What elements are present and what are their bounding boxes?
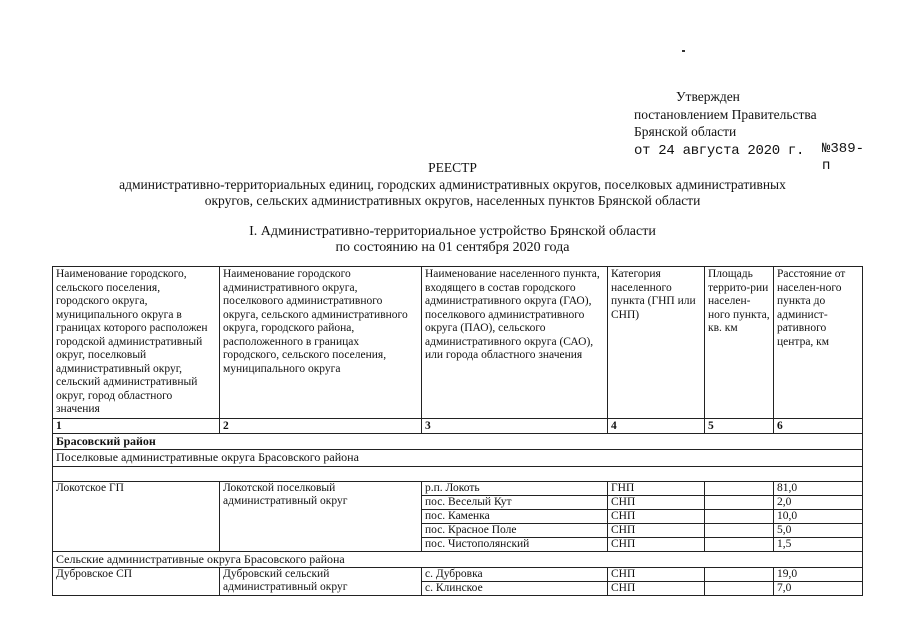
- locality-name: р.п. Локоть: [422, 481, 608, 495]
- approval-line-1: Утвержден: [676, 89, 740, 104]
- locality-category: СНП: [608, 523, 705, 537]
- locality-distance: 19,0: [774, 568, 863, 582]
- locality-area: [705, 582, 774, 596]
- locality-area: [705, 509, 774, 523]
- locality-name: пос. Чистополянский: [422, 537, 608, 551]
- spacer-row: [53, 466, 863, 481]
- locality-area: [705, 568, 774, 582]
- locality-category: СНП: [608, 537, 705, 551]
- scan-speck: [682, 50, 685, 52]
- group-row: [53, 551, 863, 568]
- locality-distance: 7,0: [774, 582, 863, 596]
- locality-area: [705, 481, 774, 495]
- locality-distance: 2,0: [774, 495, 863, 509]
- locality-category: ГНП: [608, 481, 705, 495]
- locality-category: СНП: [608, 582, 705, 596]
- locality-name: с. Дубровка: [422, 568, 608, 582]
- locality-category: СНП: [608, 495, 705, 509]
- registry-table: [52, 266, 863, 596]
- header-cell: Категория населенного пункта (ГНП или СНП): [608, 267, 705, 419]
- locality-name: пос. Красное Поле: [422, 523, 608, 537]
- locality-name: с. Клинское: [422, 582, 608, 596]
- group-name: Сельские административные округа Брасовского района: [53, 551, 863, 568]
- column-number-row: [53, 418, 863, 433]
- column-number: 6: [774, 418, 863, 433]
- column-number: 4: [608, 418, 705, 433]
- locality-area: [705, 537, 774, 551]
- table-row: [53, 481, 863, 495]
- approval-line-3: Брянской области: [634, 124, 737, 139]
- settlement-name: Дубровское СП: [53, 568, 220, 596]
- okrug-name: Дубровский сельский административный округ: [220, 568, 422, 596]
- district-row: [53, 433, 863, 450]
- section-heading: I. Административно-территориальное устройство Брянской области: [249, 224, 656, 239]
- locality-distance: 1,5: [774, 537, 863, 551]
- locality-distance: 5,0: [774, 523, 863, 537]
- locality-area: [705, 495, 774, 509]
- locality-name: пос. Каменка: [422, 509, 608, 523]
- locality-area: [705, 523, 774, 537]
- locality-name: пос. Веселый Кут: [422, 495, 608, 509]
- document-title: РЕЕСТР: [428, 160, 477, 175]
- okrug-name: Локотской поселковый административный округ: [220, 481, 422, 551]
- header-cell: Наименование городского, сельского поселения, городского округа, муниципального округа в границах которого расположен городской административный округ, поселковый административный округ, сельский административный округ, город областного значения: [53, 267, 220, 419]
- document-title-line-2: округов, сельских административных округов, населенных пунктов Брянской области: [204, 193, 701, 208]
- locality-distance: 81,0: [774, 481, 863, 495]
- header-cell: Наименование населенного пункта, входящего в состав городского административного округа (ГАО), поселкового административного округа (ПАО), сельского административного округа (САО), или города областного значения: [422, 267, 608, 419]
- column-number: 1: [53, 418, 220, 433]
- document-title-line-1: административно-территориальных единиц, городских административных округов, поселковых административных: [119, 177, 786, 192]
- group-name: Поселковые административные округа Брасовского района: [53, 450, 863, 467]
- header-cell: Расстояние от населен-ного пункта до админист-ративного центра, км: [774, 267, 863, 419]
- column-number: 3: [422, 418, 608, 433]
- settlement-name: Локотское ГП: [53, 481, 220, 551]
- table-header-row: [53, 267, 863, 419]
- approval-date: от 24 августа 2020 г.: [634, 142, 805, 159]
- district-name: Брасовский район: [53, 433, 863, 450]
- group-row: [53, 450, 863, 467]
- section-subheading: по состоянию на 01 сентября 2020 года: [335, 240, 570, 255]
- locality-distance: 10,0: [774, 509, 863, 523]
- header-cell: Площадь террито-рии населен-ного пункта, кв. км: [705, 267, 774, 419]
- header-cell: Наименование городского административного округа, поселкового административного округа, сельского административного округа, городского района, расположенного в границах городского, сельского поселения, муниципального округа: [220, 267, 422, 419]
- locality-category: СНП: [608, 509, 705, 523]
- approval-number: №389-п: [822, 140, 865, 174]
- locality-category: СНП: [608, 568, 705, 582]
- column-number: 2: [220, 418, 422, 433]
- column-number: 5: [705, 418, 774, 433]
- approval-stamp: [634, 88, 865, 174]
- spacer-cell: [53, 466, 863, 481]
- table-row: [53, 568, 863, 582]
- approval-line-2: постановлением Правительства: [634, 106, 817, 122]
